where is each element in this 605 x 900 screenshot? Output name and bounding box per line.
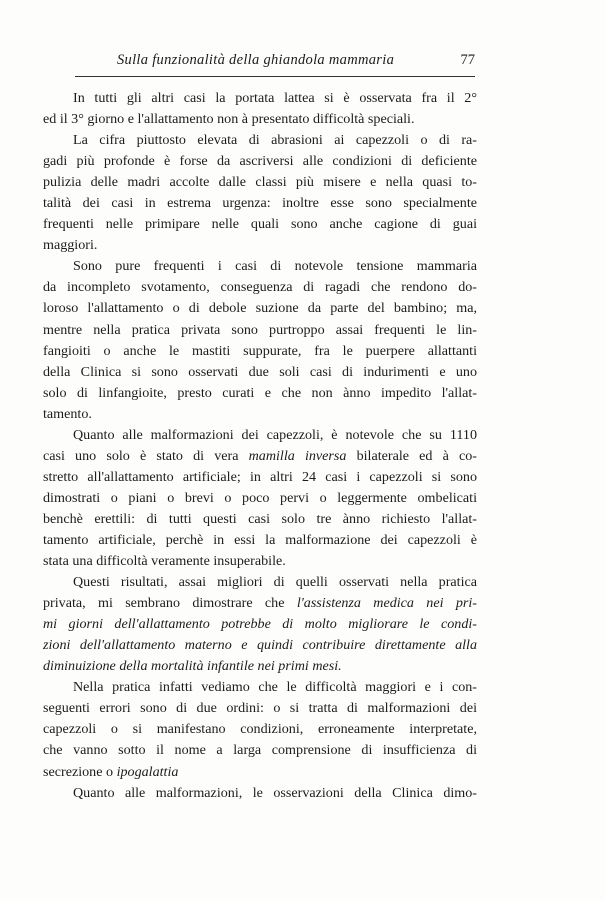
text-segment: secrezione o [43,763,114,780]
text-line: pulizia delle madri accolte dalle classi più misere e nella quasi to- [43,174,477,191]
text-line: solo di linfangioite, presto curati e che non ànno impedito l'allat- [43,384,477,401]
text-line: tamento. [43,405,92,422]
body-text [43,88,477,804]
text-line: seguenti errori sono di due ordini: o si tratta di malformazioni dei [43,700,477,717]
text-segment: privata, mi sembrano dimostrare che [43,595,285,612]
page-number: 77 [460,52,475,68]
text-line: talità dei casi in estrema urgenza: inoltre esse sono specialmente [43,195,477,212]
text-line: loroso l'allattamento o di debole suzione da parte del bambino; ma, [43,300,477,317]
text-line: ed il 3° giorno e l'allattamento non à presentato difficoltà speciali. [43,111,415,128]
text-line: stata una difficoltà veramente insuperabile. [43,553,286,570]
text-line: capezzoli o si manifestano condizioni, erroneamente interpretate, [43,721,477,738]
text-line: mentre nella pratica privata sono purtroppo assai frequenti le lin- [43,321,477,338]
text-line: maggiori. [43,237,98,254]
text-line: frequenti nelle primipare nelle quali sono anche cagione di guai [43,216,477,233]
italic-phrase: l'assistenza medica nei pri- [296,595,477,612]
header-rule [75,76,475,77]
text-line: Quanto alle malformazioni, le osservazioni della Clinica dimo- [73,784,477,801]
text-line: che vanno sotto il nome a larga comprensione di insufficienza di [43,742,477,759]
text-line: In tutti gli altri casi la portata lattea si è osservata fra il 2° [73,90,477,106]
text-line [43,762,477,783]
text-line: da incompleto svotamento, conseguenza di ragadi che rendono do- [43,279,477,296]
italic-line: diminuizione della mortalità infantile nei primi mesi. [43,658,342,675]
text-line: Quanto alle malformazioni dei capezzoli, è notevole che su 1110 [73,426,477,443]
italic-term: mamilla inversa [248,447,347,464]
text-line: Questi risultati, assai migliori di quelli osservati nella pratica [73,574,477,591]
text-line: tamento artificiale, perchè in essi la malformazione dei capezzoli è [43,531,477,548]
text-line: dimostrati o piani o brevi o poco pervi o leggermente ombelicati [43,489,477,506]
text-line [43,446,477,467]
italic-line: mi giorni dell'allattamento potrebbe di molto migliorare le condi- [43,616,477,633]
text-segment: casi uno solo è stato di vera [43,447,239,464]
text-line: benchè erettili: di tutti questi casi solo tre ànno richiesto l'allat- [43,510,477,527]
text-line: fangioiti o anche le mastiti suppurate, fra le puerpere allattanti [43,342,477,359]
italic-line: zioni dell'allattamento materno e quindi contribuire direttamente alla [43,637,477,654]
text-line: gadi più profonde è forse da ascriversi alle condizioni di deficiente [43,153,477,170]
running-title: Sulla funzionalità della ghiandola mammaria [117,52,395,68]
text-line: La cifra piuttosto elevata di abrasioni ai capezzoli o di ra- [73,132,477,149]
text-line: Nella pratica infatti vediamo che le difficoltà maggiori e i con- [73,679,477,696]
italic-term: ipogalattia [116,763,179,780]
running-head [75,52,475,74]
text-line [43,593,477,614]
text-line: stretto all'allattamento artificiale; in altri 24 casi i capezzoli si sono [43,468,477,485]
text-line: Sono pure frequenti i casi di notevole tensione mammaria [73,258,477,275]
text-line: della Clinica si sono osservati due soli casi di indurimenti e uno [43,363,477,380]
text-segment: bilaterale ed à co- [356,447,477,464]
